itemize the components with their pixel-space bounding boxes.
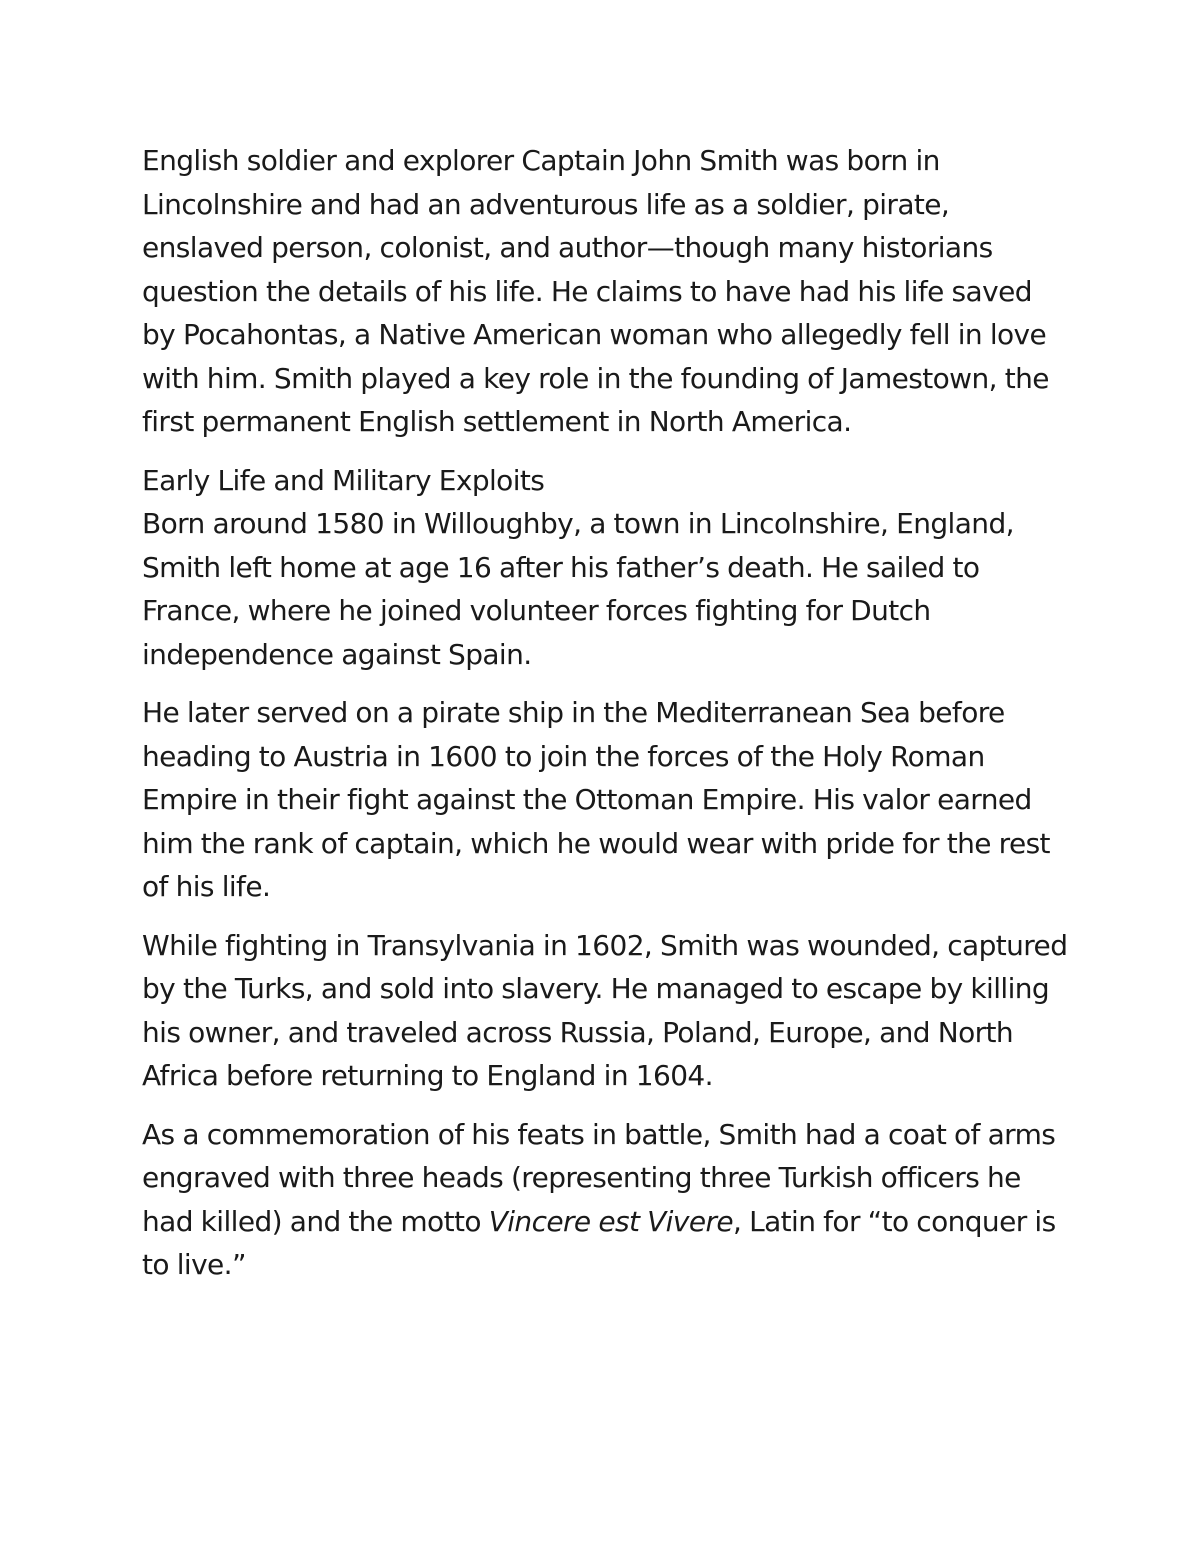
closing-text-start: As a commemoration of his feats in battle, Smith had a coat of arms engraved with three heads (representing three Turkish officers he had killed) and the motto — [142, 1117, 1056, 1238]
intro-paragraph: English soldier and explorer Captain John Smith was born in Lincolnshire and had an adventurous life as a soldier, pirate, enslaved person, colonist, and author—though many historians question the details of his life. He claims to have had his life saved by Pocahontas, a Native American woman who allegedly fell in love with him. Smith played a key role in the founding of Jamestown, the first permanent English settlement in North America. — [142, 144, 1049, 438]
body-paragraph: Born around 1580 in Willoughby, a town in Lincolnshire, England, Smith left home at age 16 after his father’s death. He sailed to France, where he joined volunteer forces fighting for Dutch independence against Spain. — [142, 507, 1014, 671]
body-paragraph: He later served on a pirate ship in the Mediterranean Sea before heading to Austria in 1600 to join the forces of the Holy Roman Empire in their fight against the Ottoman Empire. His valor earned him the rank of captain, which he would wear with pride for the rest of his life. — [142, 696, 1050, 903]
closing-paragraph — [142, 1113, 1072, 1287]
closing-text-end: , Latin for “to conquer is to live.” — [142, 1204, 1056, 1281]
body-paragraph: While fighting in Transylvania in 1602, Smith was wounded, captured by the Turks, and sold into slavery. He managed to escape by killing his owner, and traveled across Russia, Poland, Europe, and North Africa before returning to England in 1604. — [142, 928, 1068, 1092]
document-body — [142, 139, 1072, 1302]
motto-italic: Vincere est Vivere — [488, 1204, 733, 1238]
section-heading: Early Life and Military Exploits — [142, 463, 545, 497]
